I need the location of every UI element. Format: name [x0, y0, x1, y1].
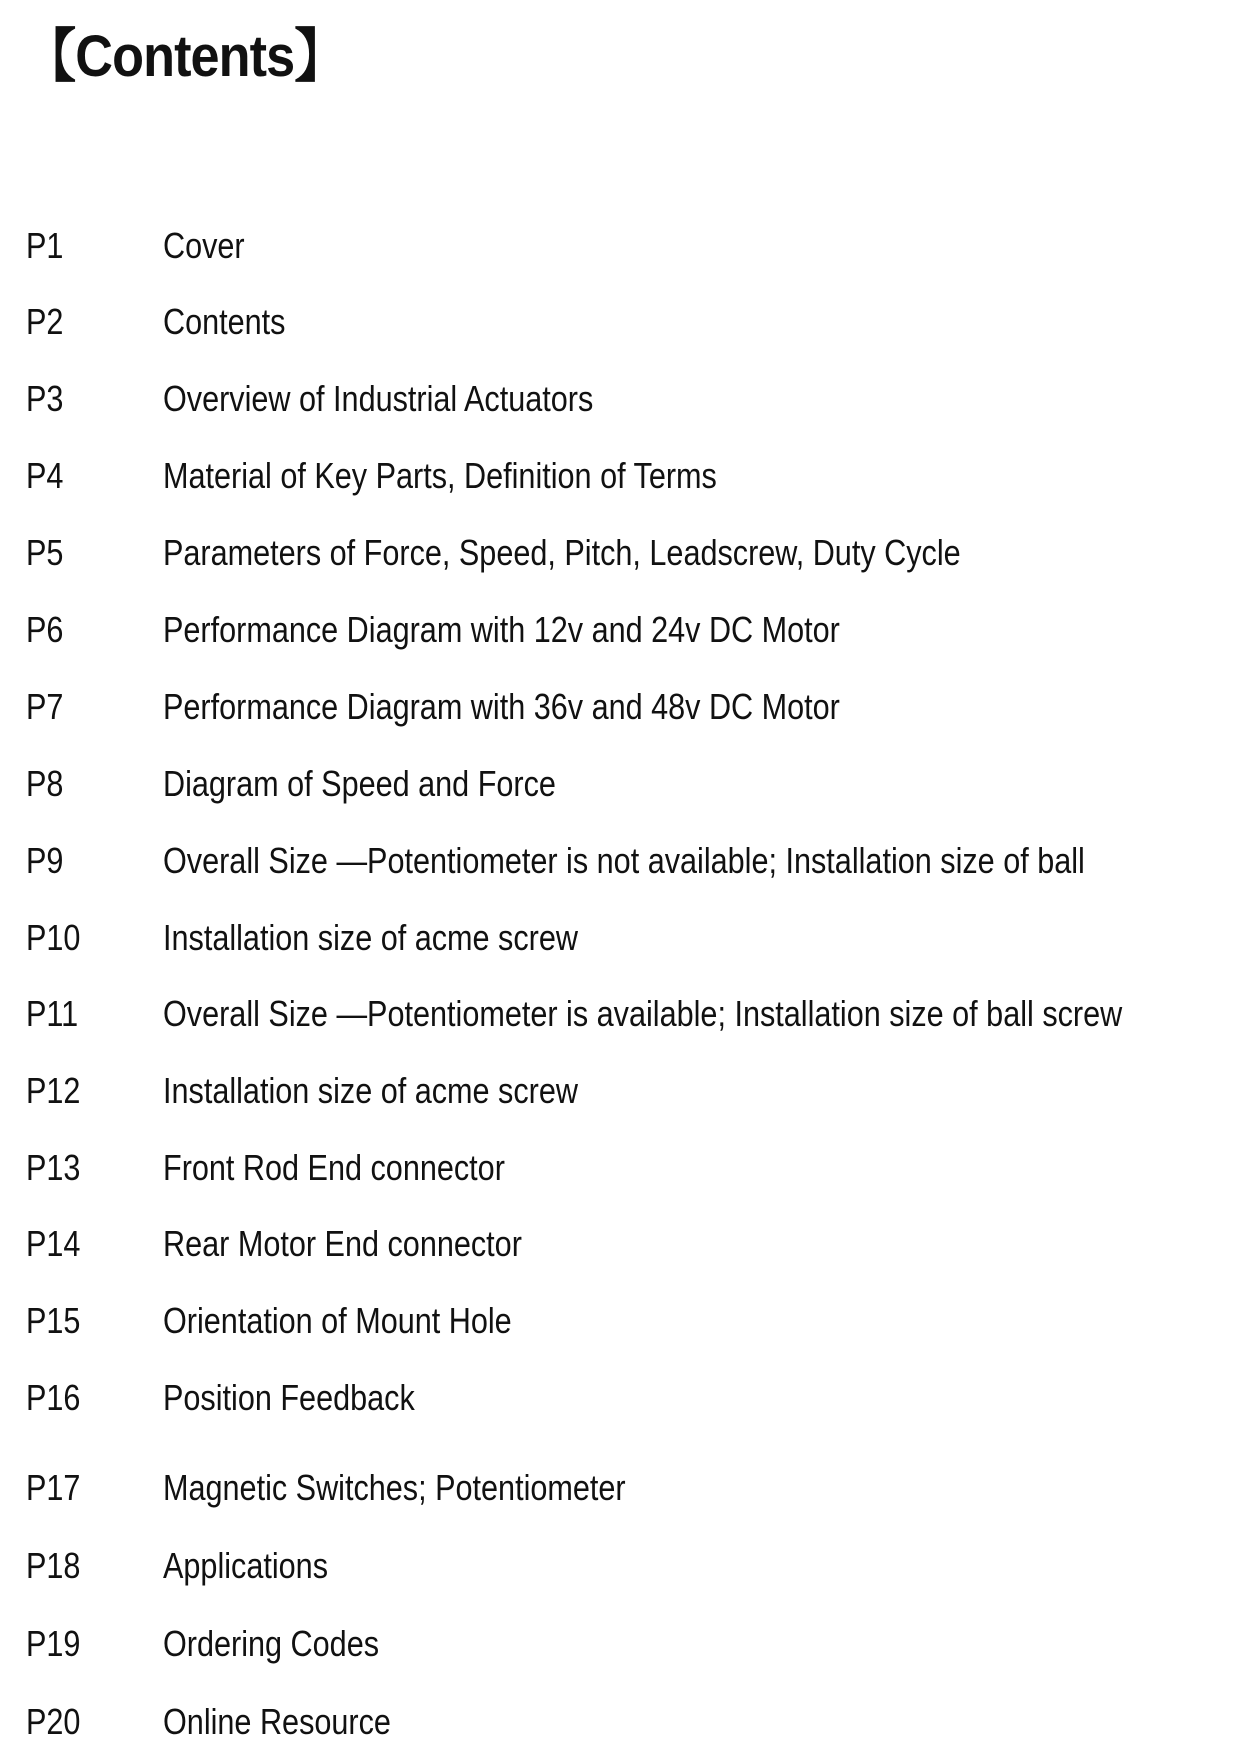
toc-entry-title: Position Feedback	[163, 1377, 415, 1418]
toc-entry-title: Front Rod End connector	[163, 1147, 505, 1188]
toc-entry	[0, 1622, 1240, 1682]
toc-entry	[0, 377, 1240, 437]
toc-entry-title: Parameters of Force, Speed, Pitch, Leadscrew, Duty Cycle	[163, 532, 961, 573]
toc-entry	[0, 992, 1240, 1052]
toc-entry-title: Performance Diagram with 36v and 48v DC Motor	[163, 686, 840, 727]
toc-page-number: P1	[26, 225, 64, 266]
toc-page-number: P19	[26, 1623, 81, 1664]
toc-entry	[0, 1700, 1240, 1760]
toc-page-number: P9	[26, 840, 64, 881]
toc-page-number: P14	[26, 1223, 81, 1264]
toc-entry-title: Overview of Industrial Actuators	[163, 378, 594, 419]
toc-entry-title: Orientation of Mount Hole	[163, 1300, 512, 1341]
toc-page-number: P6	[26, 609, 64, 650]
toc-entry	[0, 839, 1240, 899]
toc-entry	[0, 608, 1240, 668]
toc-entry	[0, 1069, 1240, 1129]
toc-page-number: P17	[26, 1467, 81, 1508]
toc-entry	[0, 531, 1240, 591]
toc-entry-title: Overall Size —Potentiometer is available; Installation size of ball screw	[163, 993, 1123, 1034]
toc-entry	[0, 1299, 1240, 1359]
toc-entry	[0, 1544, 1240, 1604]
toc-page-number: P18	[26, 1545, 81, 1586]
toc-entry	[0, 685, 1240, 745]
toc-entry-title: Material of Key Parts, Definition of Terms	[163, 455, 717, 496]
toc-entry	[0, 1466, 1240, 1526]
toc-page-number: P16	[26, 1377, 81, 1418]
toc-entry-title: Installation size of acme screw	[163, 1070, 578, 1111]
toc-page-number: P20	[26, 1701, 81, 1742]
toc-entry-title: Contents	[163, 301, 286, 342]
toc-entry	[0, 454, 1240, 514]
toc-entry-title: Magnetic Switches; Potentiometer	[163, 1467, 626, 1508]
toc-entry-title: Installation size of acme screw	[163, 917, 578, 958]
toc-entry	[0, 224, 1240, 284]
toc-entry	[0, 762, 1240, 822]
toc-entry-title: Cover	[163, 225, 245, 266]
toc-entry	[0, 300, 1240, 360]
page-title: 【Contents】	[24, 24, 346, 89]
toc-page-number: P7	[26, 686, 64, 727]
toc-page-number: P2	[26, 301, 64, 342]
toc-entry	[0, 1222, 1240, 1282]
toc-page-number: P15	[26, 1300, 81, 1341]
toc-entry-title: Overall Size —Potentiometer is not available; Installation size of ball	[163, 840, 1085, 881]
toc-entry-title: Online Resource	[163, 1701, 391, 1742]
toc-entry-title: Diagram of Speed and Force	[163, 763, 556, 804]
toc-entry-title: Applications	[163, 1545, 329, 1586]
toc-page-number: P10	[26, 917, 81, 958]
toc-entry	[0, 916, 1240, 976]
toc-page-number: P4	[26, 455, 64, 496]
toc-page-number: P3	[26, 378, 64, 419]
toc-entry-title: Rear Motor End connector	[163, 1223, 522, 1264]
toc-page-number: P5	[26, 532, 64, 573]
toc-page-number: P11	[26, 993, 79, 1034]
toc-entry	[0, 1146, 1240, 1206]
toc-entry-title: Ordering Codes	[163, 1623, 380, 1664]
toc-page-number: P12	[26, 1070, 81, 1111]
toc-entry-title: Performance Diagram with 12v and 24v DC Motor	[163, 609, 840, 650]
toc-entry	[0, 1376, 1240, 1436]
toc-page-number: P8	[26, 763, 64, 804]
toc-page-number: P13	[26, 1147, 81, 1188]
